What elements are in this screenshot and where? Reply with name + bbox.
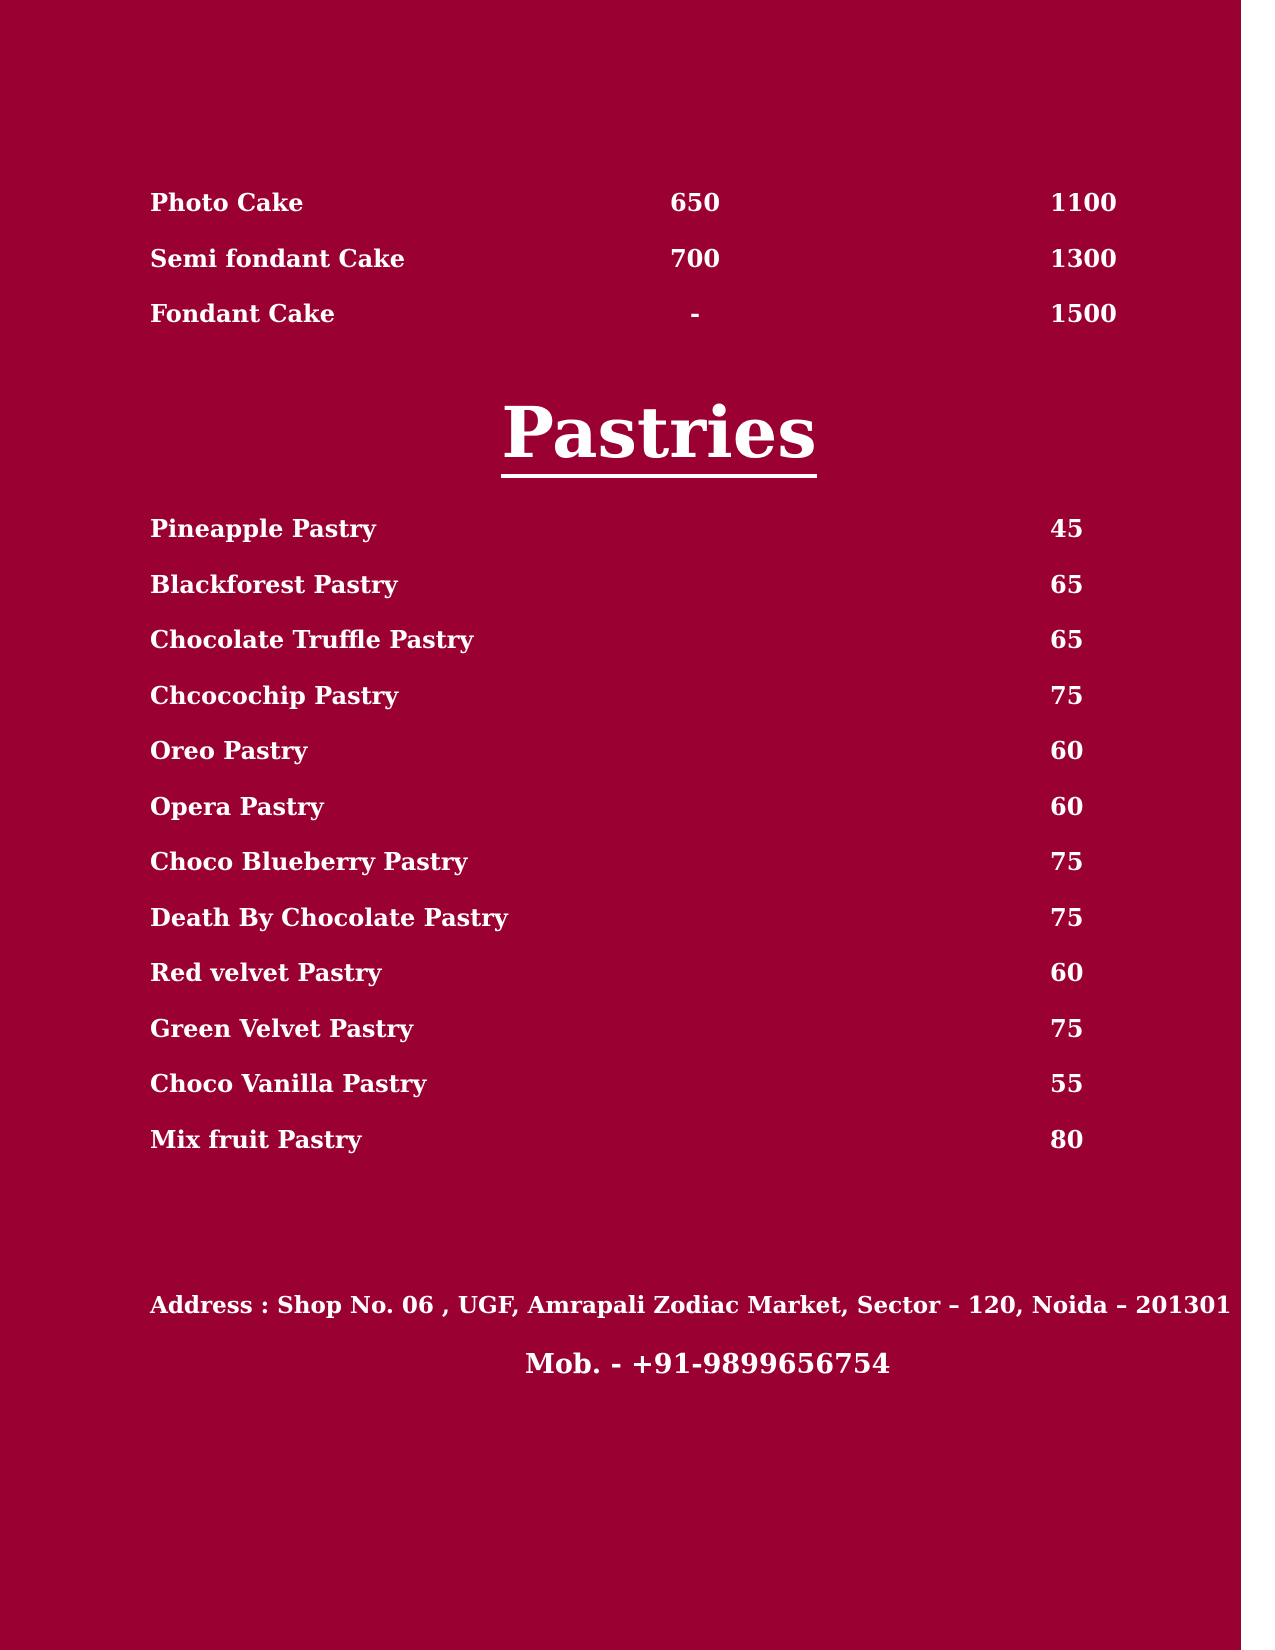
cake-row [150,294,1117,334]
cake-price-small: 650 [669,188,721,217]
pastry-price: 65 [1050,570,1084,599]
pastry-row [150,620,1100,660]
pastry-price: 55 [1050,1069,1084,1098]
footer-mobile: Mob. - +91-9899656754 [525,1349,891,1380]
cake-price-large: 1300 [1050,244,1117,273]
pastry-row [150,509,1100,549]
pastry-row [150,731,1100,771]
cake-name: Fondant Cake [150,299,335,328]
pastry-name: Chocolate Truffle Pastry [150,625,474,654]
pastry-price: 75 [1050,1014,1084,1043]
cake-row [150,183,1117,223]
cake-price-small: 700 [669,244,721,273]
pastry-row [150,1064,1100,1104]
pastry-row [150,565,1100,605]
pastry-name: Oreo Pastry [150,736,308,765]
cake-row [150,239,1117,279]
pastry-price: 45 [1050,514,1084,543]
pastry-price: 75 [1050,903,1084,932]
pastry-name: Death By Chocolate Pastry [150,903,508,932]
pastry-name: Mix fruit Pastry [150,1125,362,1154]
cake-name: Photo Cake [150,188,304,217]
pastry-price: 60 [1050,958,1084,987]
pastry-name: Red velvet Pastry [150,958,382,987]
pastry-price: 75 [1050,681,1084,710]
pastry-name: Choco Blueberry Pastry [150,847,468,876]
pastry-row [150,1009,1100,1049]
cake-name: Semi fondant Cake [150,244,406,273]
section-title [0,388,1275,478]
pastry-name: Chcocochip Pastry [150,681,399,710]
cake-price-large: 1500 [1050,299,1117,328]
pastry-row [150,787,1100,827]
pastry-row [150,1120,1100,1160]
cake-price-small: - [690,299,700,328]
pastry-row [150,898,1100,938]
pastry-name: Green Velvet Pastry [150,1014,414,1043]
pastry-price: 75 [1050,847,1084,876]
pastry-price: 60 [1050,792,1084,821]
pastry-price: 60 [1050,736,1084,765]
pastry-name: Choco Vanilla Pastry [150,1069,427,1098]
section-title-text: Pastries [501,391,816,478]
footer-address: Address : Shop No. 06 , UGF, Amrapali Zodiac Market, Sector – 120, Noida – 201301 [150,1292,1232,1319]
cake-price-large: 1100 [1050,188,1117,217]
pastry-price: 80 [1050,1125,1084,1154]
pastry-row [150,842,1100,882]
pastry-row [150,676,1100,716]
pastry-price: 65 [1050,625,1084,654]
pastry-name: Opera Pastry [150,792,324,821]
page-margin [1241,0,1275,1650]
pastry-name: Blackforest Pastry [150,570,398,599]
pastry-row [150,953,1100,993]
pastry-name: Pineapple Pastry [150,514,376,543]
